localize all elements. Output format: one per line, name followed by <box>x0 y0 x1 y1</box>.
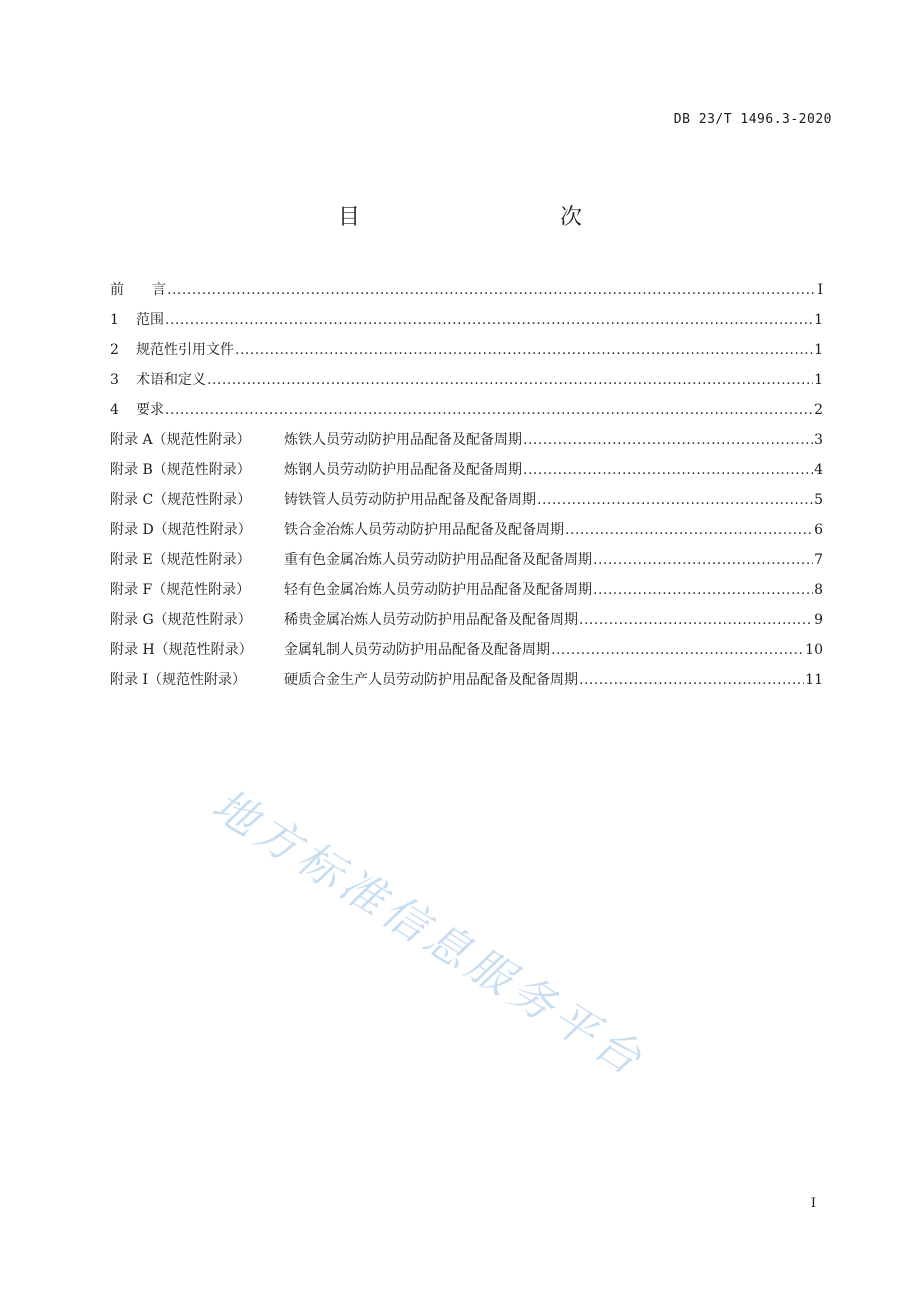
toc-entry-title: 要求 <box>136 402 164 418</box>
toc-entry-title: 炼铁人员劳动防护用品配备及配备周期 <box>284 432 522 448</box>
toc-leader-dots <box>565 522 813 538</box>
toc-entry-page: 10 <box>805 642 823 658</box>
toc-entry-page: 7 <box>814 552 823 568</box>
toc-entry-label <box>110 399 164 419</box>
toc-entry-page: 9 <box>814 612 823 628</box>
toc-entry[interactable] <box>110 639 823 669</box>
toc-leader-dots <box>593 582 813 598</box>
toc-entry[interactable] <box>110 309 823 339</box>
page-title: 目 次 <box>337 205 634 230</box>
toc-entry-title: 规范性引用文件 <box>136 342 234 358</box>
toc-entry-label <box>110 369 206 389</box>
toc-entry-annex: 附录 C（规范性附录） <box>110 492 252 508</box>
toc-leader-dots <box>165 312 813 328</box>
toc-entry-title: 重有色金属冶炼人员劳动防护用品配备及配备周期 <box>284 552 592 568</box>
table-of-contents <box>110 279 823 699</box>
toc-leader-dots <box>523 432 813 448</box>
toc-entry-title: 稀贵金属冶炼人员劳动防护用品配备及配备周期 <box>284 612 578 628</box>
toc-entry-page: 8 <box>814 582 823 598</box>
page-number: I <box>810 1196 816 1211</box>
toc-leader-dots <box>523 462 813 478</box>
toc-entry[interactable] <box>110 669 823 699</box>
toc-leader-dots <box>579 672 804 688</box>
toc-leader-dots <box>593 552 813 568</box>
toc-leader-dots <box>579 612 813 628</box>
toc-entry-title: 炼钢人员劳动防护用品配备及配备周期 <box>284 462 522 478</box>
toc-entry[interactable] <box>110 369 823 399</box>
toc-leader-dots <box>551 642 804 658</box>
toc-entry-title: 轻有色金属冶炼人员劳动防护用品配备及配备周期 <box>284 582 592 598</box>
toc-entry-label <box>110 579 592 599</box>
toc-entry-annex: 附录 E（规范性附录） <box>110 552 251 568</box>
toc-entry[interactable] <box>110 489 823 519</box>
toc-entry-page: 1 <box>814 312 823 328</box>
toc-entry[interactable] <box>110 579 823 609</box>
toc-entry-annex: 附录 B（规范性附录） <box>110 462 251 478</box>
toc-leader-dots <box>167 282 816 298</box>
toc-entry-annex: 附录 G（规范性附录） <box>110 612 252 628</box>
toc-entry-title: 铸铁管人员劳动防护用品配备及配备周期 <box>284 492 536 508</box>
toc-entry-label <box>110 639 550 659</box>
toc-entry-title: 前 言 <box>110 282 166 298</box>
toc-entry-annex: 附录 F（规范性附录） <box>110 582 251 598</box>
toc-entry-label <box>110 429 522 449</box>
toc-entry-title: 金属轧制人员劳动防护用品配备及配备周期 <box>284 642 550 658</box>
standard-code: DB 23/T 1496.3-2020 <box>673 112 832 127</box>
toc-entry-page: 2 <box>814 402 823 418</box>
toc-entry-title: 硬质合金生产人员劳动防护用品配备及配备周期 <box>284 672 578 688</box>
toc-leader-dots <box>207 372 813 388</box>
toc-entry-number: 1 <box>110 312 119 328</box>
toc-entry-page: I <box>817 282 823 298</box>
toc-entry-page: 1 <box>814 372 823 388</box>
toc-entry-page: 6 <box>814 522 823 538</box>
toc-entry-page: 3 <box>814 432 823 448</box>
toc-entry-label <box>110 609 578 629</box>
toc-entry-label <box>110 339 234 359</box>
watermark: 地方标准信息服务平台 <box>203 779 655 1088</box>
toc-entry-label <box>110 489 536 509</box>
toc-entry-label <box>110 459 522 479</box>
toc-entry-number: 2 <box>110 342 119 358</box>
toc-entry[interactable] <box>110 459 823 489</box>
toc-entry[interactable] <box>110 429 823 459</box>
toc-entry-page: 4 <box>814 462 823 478</box>
toc-entry-label <box>110 549 592 569</box>
toc-entry[interactable] <box>110 339 823 369</box>
toc-entry-title: 术语和定义 <box>136 372 206 388</box>
toc-entry-number: 4 <box>110 402 119 418</box>
toc-entry-title: 范围 <box>136 312 164 328</box>
toc-entry-label <box>110 279 166 299</box>
toc-entry-page: 11 <box>805 672 823 688</box>
toc-entry-annex: 附录 I（规范性附录） <box>110 672 246 688</box>
toc-leader-dots <box>537 492 813 508</box>
toc-entry-annex: 附录 D（规范性附录） <box>110 522 252 538</box>
toc-entry[interactable] <box>110 609 823 639</box>
toc-entry-annex: 附录 A（规范性附录） <box>110 432 251 448</box>
toc-entry[interactable] <box>110 279 823 309</box>
toc-entry[interactable] <box>110 399 823 429</box>
toc-leader-dots <box>235 342 813 358</box>
toc-entry-page: 5 <box>814 492 823 508</box>
toc-entry-label <box>110 669 578 689</box>
toc-entry-title: 铁合金冶炼人员劳动防护用品配备及配备周期 <box>284 522 564 538</box>
toc-entry-page: 1 <box>814 342 823 358</box>
toc-entry-annex: 附录 H（规范性附录） <box>110 642 253 658</box>
toc-entry-label <box>110 309 164 329</box>
toc-entry-label <box>110 519 564 539</box>
toc-entry[interactable] <box>110 549 823 579</box>
toc-leader-dots <box>165 402 813 418</box>
toc-entry-number: 3 <box>110 372 119 388</box>
toc-entry[interactable] <box>110 519 823 549</box>
